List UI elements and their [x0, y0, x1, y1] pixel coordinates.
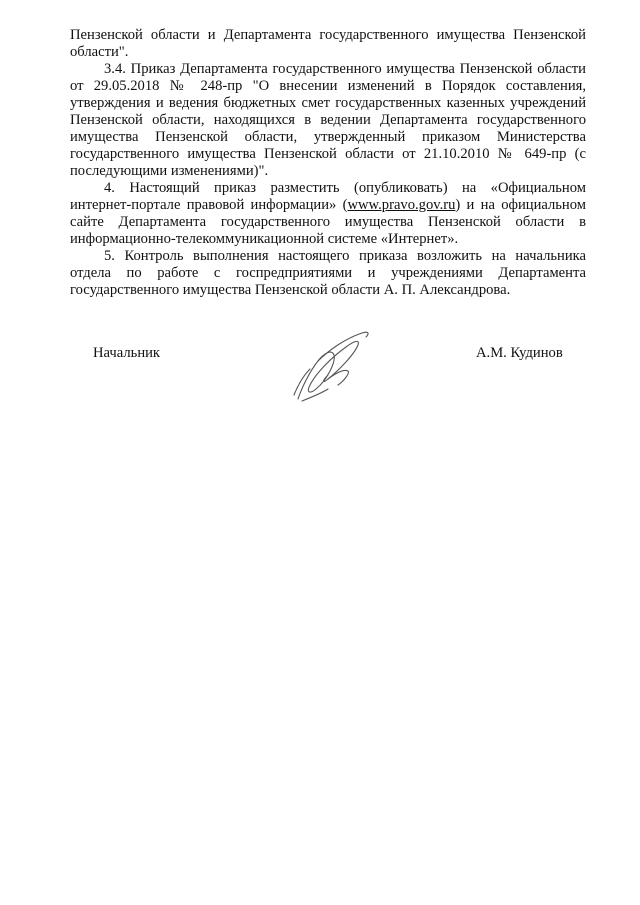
paragraph-4 — [70, 180, 586, 248]
signature-block — [0, 345, 640, 405]
pravo-gov-link[interactable]: www.pravo.gov.ru — [347, 197, 456, 213]
paragraph-4-text-after: ) и на официальном сайте Департамента государственного имущества Пензенской области в информационно-телекоммуникационной системе «Интернет». — [70, 197, 586, 247]
paragraph-continuation: Пензенской области и Департамента государственного имущества Пензенской области". — [70, 27, 586, 60]
paragraph-4-text-before: 4. Настоящий приказ разместить (опубликовать) на «Официальном интернет-портале правовой информации» ( — [70, 180, 586, 213]
paragraph-3-4: 3.4. Приказ Департамента государственного имущества Пензенской области от 29.05.2018 № 248-пр "О внесении изменений в Порядок составления, утверждения и ведения бюджетных смет государственных казенных учреждений Пензенской области, находящихся в ведении Департамента государственного имущества Пензенской области, утвержденный приказом Министерства государственного имущества Пензенской области от 21.10.2010 № 649-пр (с последующими изменениями)". — [70, 61, 586, 179]
paragraph-5: 5. Контроль выполнения настоящего приказа возложить на начальника отдела по работе с госпредприятиями и учреждениями Департамента государственного имущества Пензенской области А. П. Александрова. — [70, 248, 586, 298]
document-body — [70, 27, 586, 299]
handwritten-signature — [288, 327, 380, 407]
signer-title: Начальник — [93, 345, 161, 361]
signer-name: А.М. Кудинов — [476, 345, 563, 361]
